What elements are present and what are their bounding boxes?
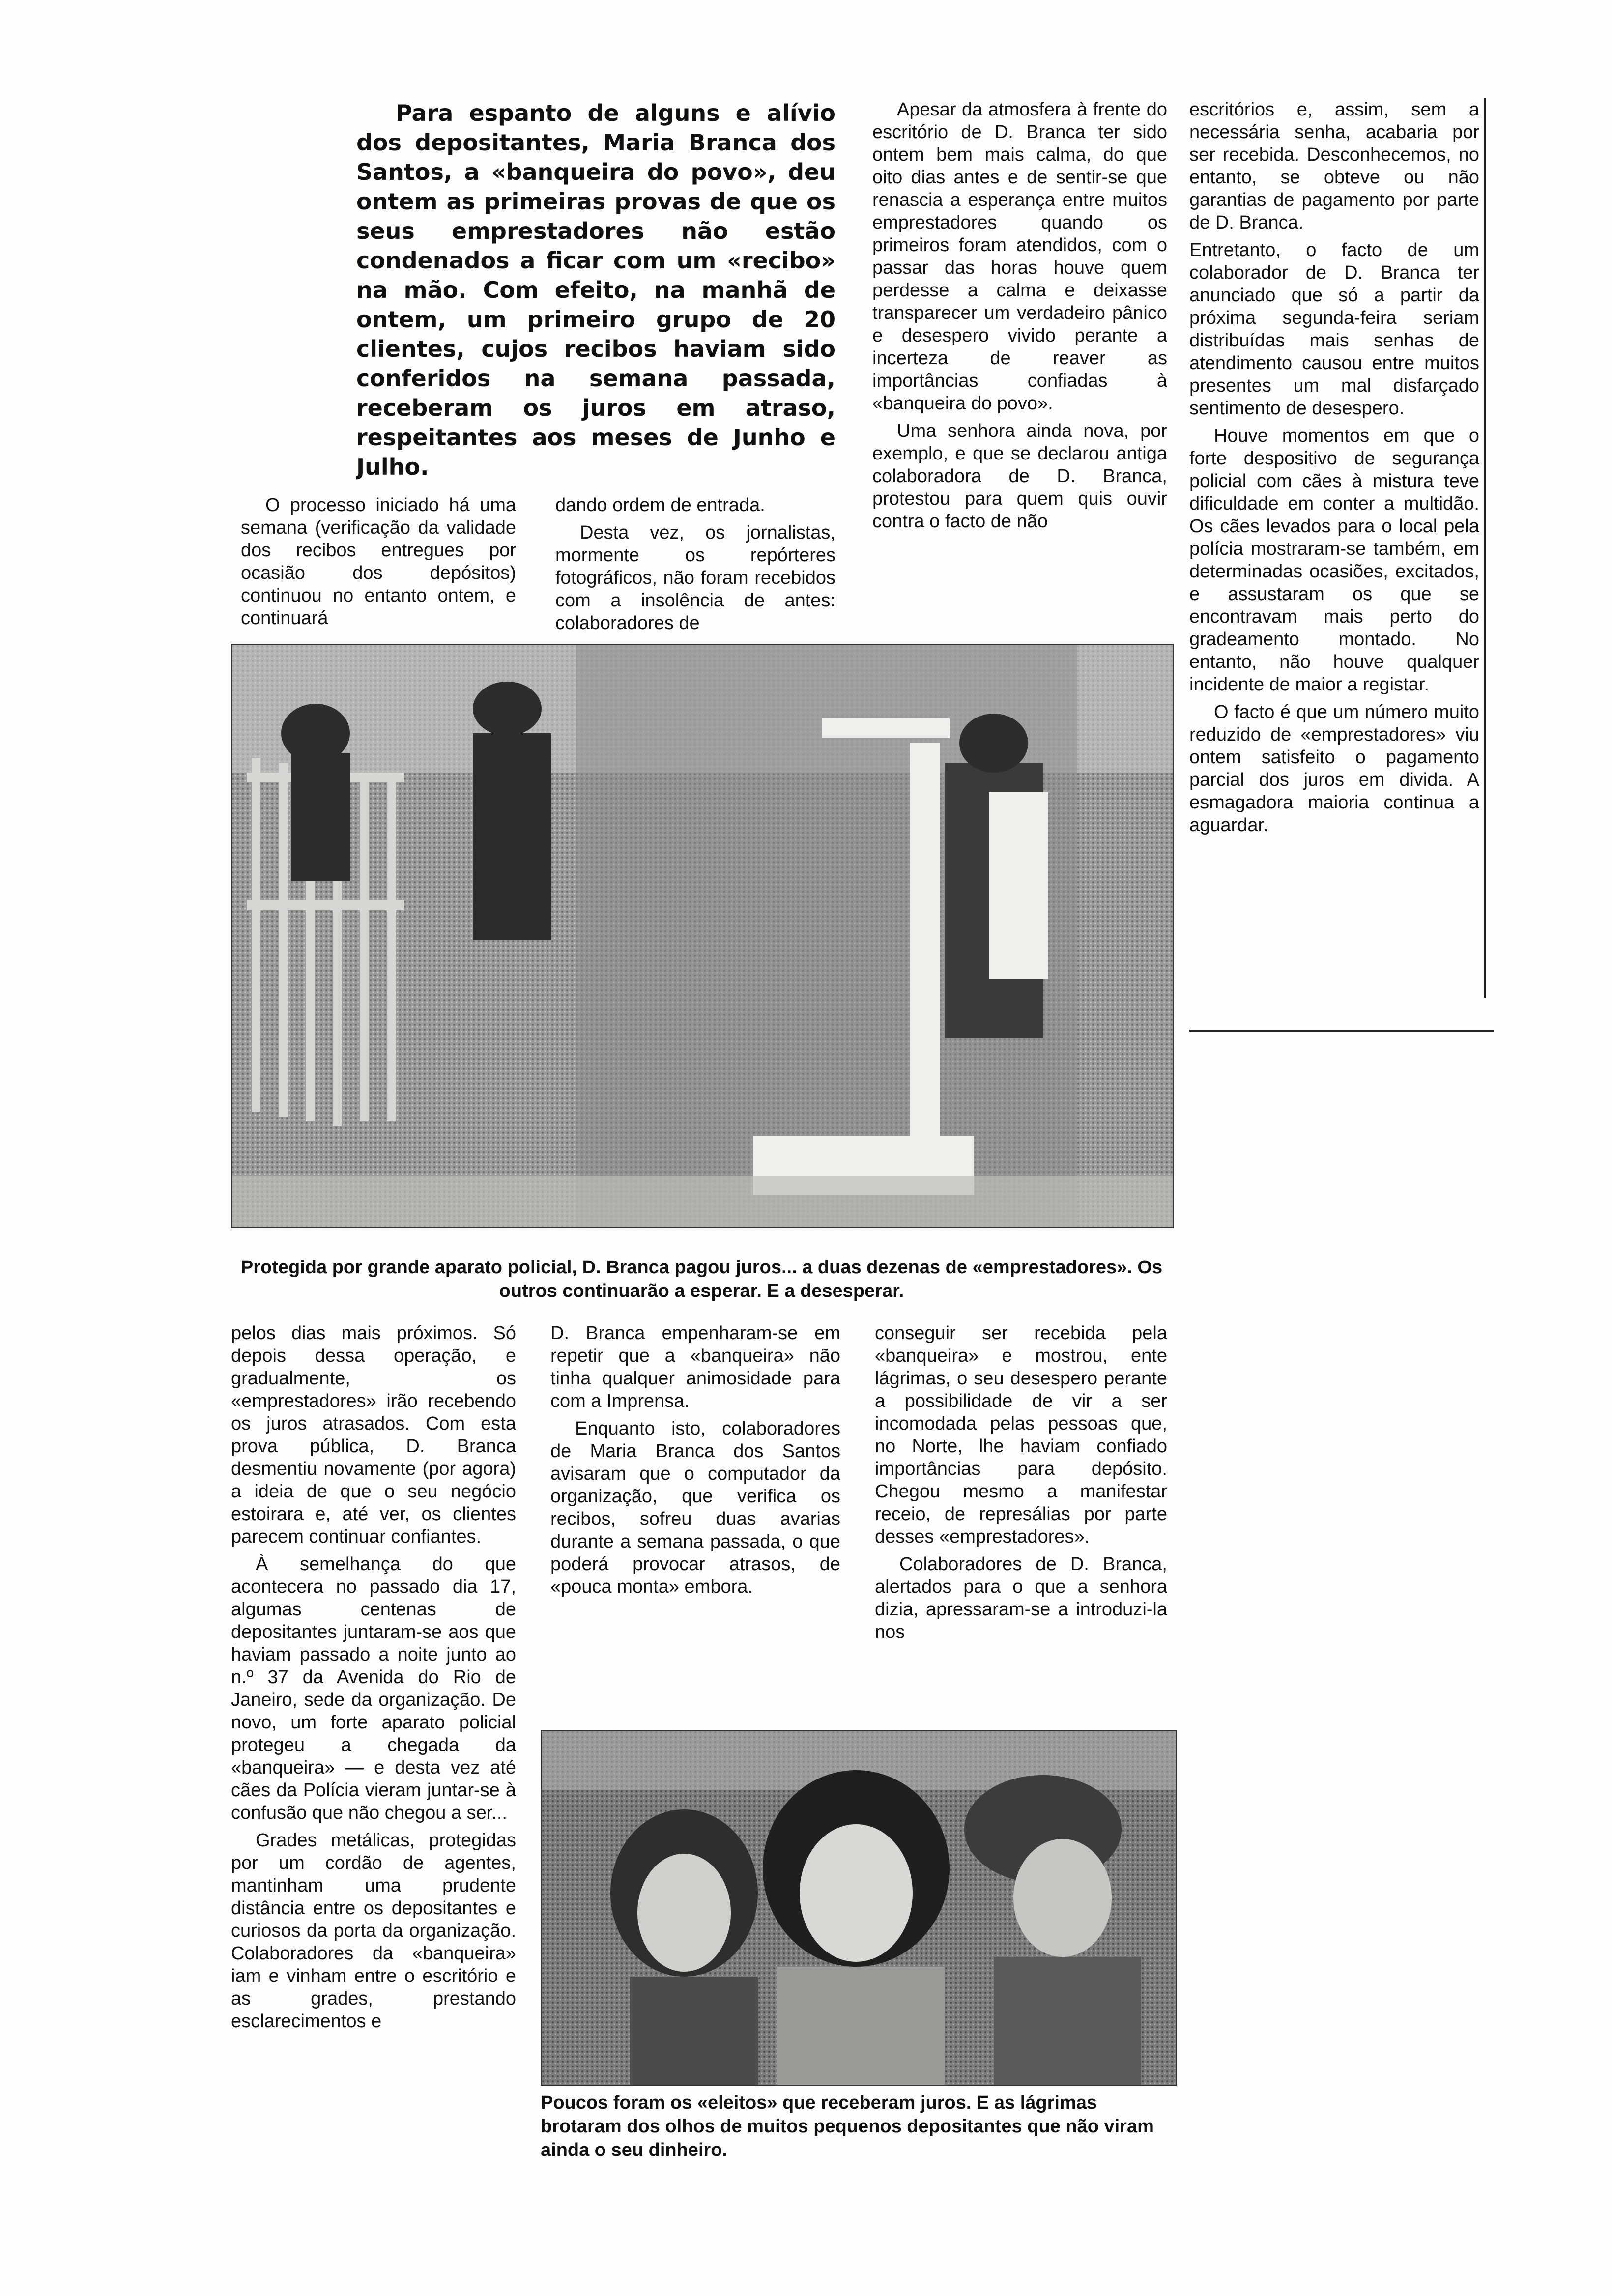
bottom-col-2-paragraph-2: Enquanto isto, colaboradores de Maria Branca dos Santos avisaram que o computador da organização, que verifica os recibos, sofreu duas avarias durante a semana passada, o que poderá provocar atrasos, de «pouca monta» embora. (550, 1418, 840, 1597)
bottom-col-1-paragraph-2: À semelhança do que acontecera no passado dia 17, algumas centenas de depositantes juntaram-se aos que haviam passado a noite junto ao n.º 37 da Avenida do Rio de Janeiro, sede da organização. De novo, um forte aparato policial protegeu a chegada da «banqueira» — e desta vez até cães da Polícia vieram juntar-se à confusão que não chegou a ser... (231, 1554, 516, 1823)
photo-depositors-image (542, 1731, 1176, 2085)
top-col-2-paragraph-2: Desta vez, os jornalistas, mormente os repórteres fotográficos, não foram recebidos com a insolência de antes: colaboradores de (555, 522, 835, 633)
bottom-col-1-paragraph-1: pelos dias mais próximos. Só depois dessa operação, e gradualmente, os «emprestadores» irão recebendo os juros atrasados. Com esta prova pública, D. Branca desmentiu novamente (por agora) a ideia de que o seu negócio estoirara e, até ver, os clientes parecem continuar confiantes. (231, 1323, 516, 1547)
photo-depositors (541, 1730, 1177, 2086)
photo-police-barrier (231, 644, 1174, 1228)
bottom-col-3-paragraph-2: Colaboradores de D. Branca, alertados para o que a senhora dizia, apressaram-se a introduzi-la nos (875, 1554, 1167, 1642)
top-col-4-paragraph-1: escritórios e, assim, sem a necessária senha, acabaria por ser recebida. Desconhecemos, no entanto, se obteve ou não garantias de pagamento por parte de D. Branca. (1189, 99, 1479, 233)
top-col-3-paragraph-2: Uma senhora ainda nova, por exemplo, e que se declarou antiga colaboradora de D. Branca, protestou para quem quis ouvir contra o facto de não (872, 421, 1167, 532)
top-col-4-paragraph-3: Houve momentos em que o forte despositivo de segurança policial com cães à mistura teve dificuldade em conter a multidão. Os cães levados para o local pela polícia mostraram-se também, em determinadas ocasiões, excitados, e assustaram os que se encontravam mais perto do gradeamento montado. No entanto, não houve qualquer incidente de maior a registar. (1189, 426, 1479, 695)
bottom-column-1 (231, 1322, 516, 2162)
top-col-3-paragraph-1: Apesar da atmosfera à frente do escritório de D. Branca ter sido ontem bem mais calma, do que oito dias antes e de sentir-se que renascia a esperança entre muitos emprestadores quando os primeiros foram atendidos, com o passar das horas houve quem perdesse a calma e deixasse transparecer um verdadeiro pânico e desespero vivido perante a incerteza de reaver as importâncias confiadas à «banqueira do povo». (872, 99, 1167, 414)
bottom-col-3-paragraph-1: conseguir ser recebida pela «banqueira» e mostrou, ente lágrimas, o seu desespero perante a possibilidade de vir a ser incomodada pelas pessoas que, no Norte, lhe haviam confiado importâncias para depósito. Chegou mesmo a manifestar receio, de represálias por parte desses «emprestadores». (875, 1323, 1167, 1547)
bottom-column-2 (550, 1322, 840, 1725)
top-col-2-paragraph-1: dando ordem de entrada. (555, 495, 765, 516)
bottom-column-3 (875, 1322, 1167, 1725)
photo-police-barrier-image (232, 645, 1173, 1227)
top-column-3 (872, 98, 1167, 639)
top-col-4-paragraph-2: Entretanto, o facto de um colaborador de D. Branca ter anunciado que só a partir da próxima segunda-feira seriam distribuídas mais senhas de atendimento causou entre muitos presentes um mal disfarçado sentimento de desespero. (1189, 240, 1479, 419)
bottom-col-1-paragraph-3: Grades metálicas, protegidas por um cordão de agentes, mantinham uma prudente distância entre os depositantes e curiosos da porta da organização. Colaboradores da «banqueira» iam e vinham entre o escritório e as grades, prestando esclarecimentos e (231, 1830, 516, 2032)
right-column-rule-vertical (1484, 98, 1486, 998)
top-column-2 (555, 494, 835, 636)
photo2-caption: Poucos foram os «eleitos» que receberam juros. E as lágrimas brotaram dos olhos de muitos pequenos depositantes que não viram ainda o seu dinheiro. (541, 2093, 1154, 2160)
top-col-1-paragraph: O processo iniciado há uma semana (verificação da validade dos recibos entregues por ocasião dos depósitos) continuou no entanto ontem, e continuará (241, 495, 516, 629)
top-column-4 (1189, 98, 1479, 998)
photo1-caption: Protegida por grande aparato policial, D. Branca pagou juros... a duas dezenas de «emprestadores». Os outros continuarão a esperar. E a desesperar. (240, 1257, 1163, 1301)
top-column-1 (241, 494, 516, 636)
top-col-4-paragraph-4: O facto é que um número muito reduzido de «emprestadores» viu ontem satisfeito o pagamento parcial dos juros em divida. A esmagadora maioria continua a aguardar. (1189, 702, 1479, 835)
right-column-rule-horizontal (1189, 1030, 1494, 1032)
bottom-col-2-paragraph-1: D. Branca empenharam-se em repetir que a «banqueira» não tinha qualquer animosidade para com a Imprensa. (550, 1323, 840, 1411)
lead-paragraph: Para espanto de alguns e alívio dos depositantes, Maria Branca dos Santos, a «banqueira do povo», deu ontem as primeiras provas de que os seus emprestadores não estão condenados a ficar com um «recibo» na mão. Com efeito, na manhã de ontem, um primeiro grupo de 20 clientes, cujos recibos haviam sido conferidos na semana passada, receberam os juros em atraso, respeitantes aos meses de Junho e Julho. (356, 100, 835, 480)
